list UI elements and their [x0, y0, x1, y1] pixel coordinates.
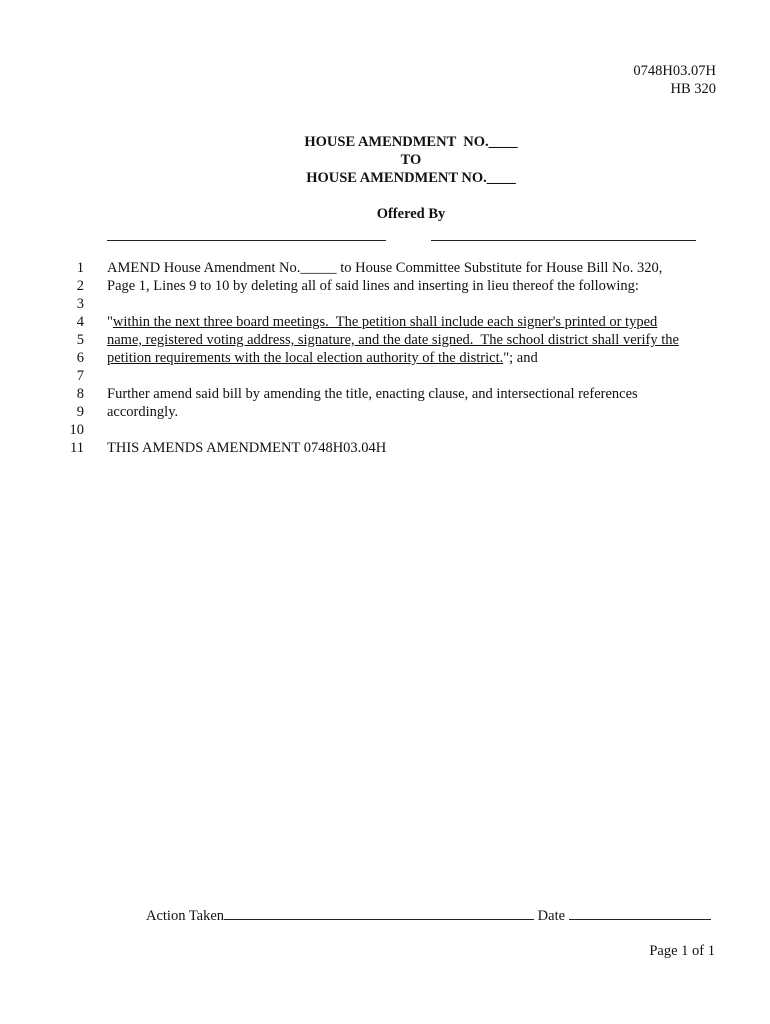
- line-number: 1: [76, 260, 84, 276]
- body-line: [0, 385, 770, 403]
- line-number: 2: [76, 278, 84, 294]
- body-line: [0, 367, 770, 385]
- amendment-body: [0, 259, 770, 457]
- body-line: [0, 349, 770, 367]
- body-line: [0, 421, 770, 439]
- body-line: [0, 277, 770, 295]
- line-text: "within the next three board meetings. The petition shall include each signer's printed or typed: [107, 314, 658, 330]
- body-line: [0, 403, 770, 421]
- inserted-text: name, registered voting address, signature, and the date signed. The school district shall verify the: [107, 332, 679, 348]
- body-line: [0, 259, 770, 277]
- line-number: 4: [76, 314, 84, 330]
- line-number: 3: [76, 296, 84, 312]
- line-text: Further amend said bill by amending the title, enacting clause, and intersectional references: [107, 386, 638, 402]
- line-number: 10: [69, 422, 84, 438]
- body-line: [0, 295, 770, 313]
- body-line: [0, 313, 770, 331]
- line-number: 5: [76, 332, 84, 348]
- body-line: [0, 439, 770, 457]
- line-number: 6: [76, 350, 84, 366]
- date-field: [569, 906, 711, 920]
- line-text: [107, 331, 679, 349]
- document-id-block: [633, 62, 716, 98]
- title-line-3: HOUSE AMENDMENT NO.____: [306, 170, 516, 186]
- action-taken-row: [146, 906, 711, 925]
- line-number: 8: [76, 386, 84, 402]
- action-taken-field: [224, 906, 534, 920]
- offered-by-label: Offered By: [376, 206, 446, 222]
- line-text: THIS AMENDS AMENDMENT 0748H03.04H: [107, 440, 387, 456]
- line-number: 11: [70, 440, 84, 456]
- sponsor-signature-line: [107, 240, 386, 241]
- page-number: Page 1 of 1: [649, 943, 715, 959]
- line-text: accordingly.: [107, 404, 179, 420]
- sponsor-district-line: [431, 240, 696, 241]
- title-line-2: TO: [400, 152, 422, 168]
- line-text: AMEND House Amendment No._____ to House Committee Substitute for House Bill No. 320,: [107, 260, 663, 276]
- bill-number: HB 320: [670, 81, 716, 97]
- action-taken-label: Action Taken: [146, 908, 225, 924]
- line-text: petition requirements with the local election authority of the district."; and: [107, 350, 538, 366]
- line-text: Page 1, Lines 9 to 10 by deleting all of said lines and inserting in lieu thereof the following:: [107, 278, 639, 294]
- inserted-text: petition requirements with the local election authority of the district.: [107, 350, 504, 366]
- line-number: 7: [76, 368, 84, 384]
- inserted-text: within the next three board meetings. The petition shall include each signer's printed or typed: [112, 314, 658, 330]
- document-code: 0748H03.07H: [633, 63, 716, 79]
- line-number: 9: [76, 404, 84, 420]
- title-line-1: HOUSE AMENDMENT NO.____: [304, 134, 518, 150]
- date-label: Date: [537, 908, 566, 924]
- amendment-title: [0, 133, 770, 187]
- body-line: [0, 331, 770, 349]
